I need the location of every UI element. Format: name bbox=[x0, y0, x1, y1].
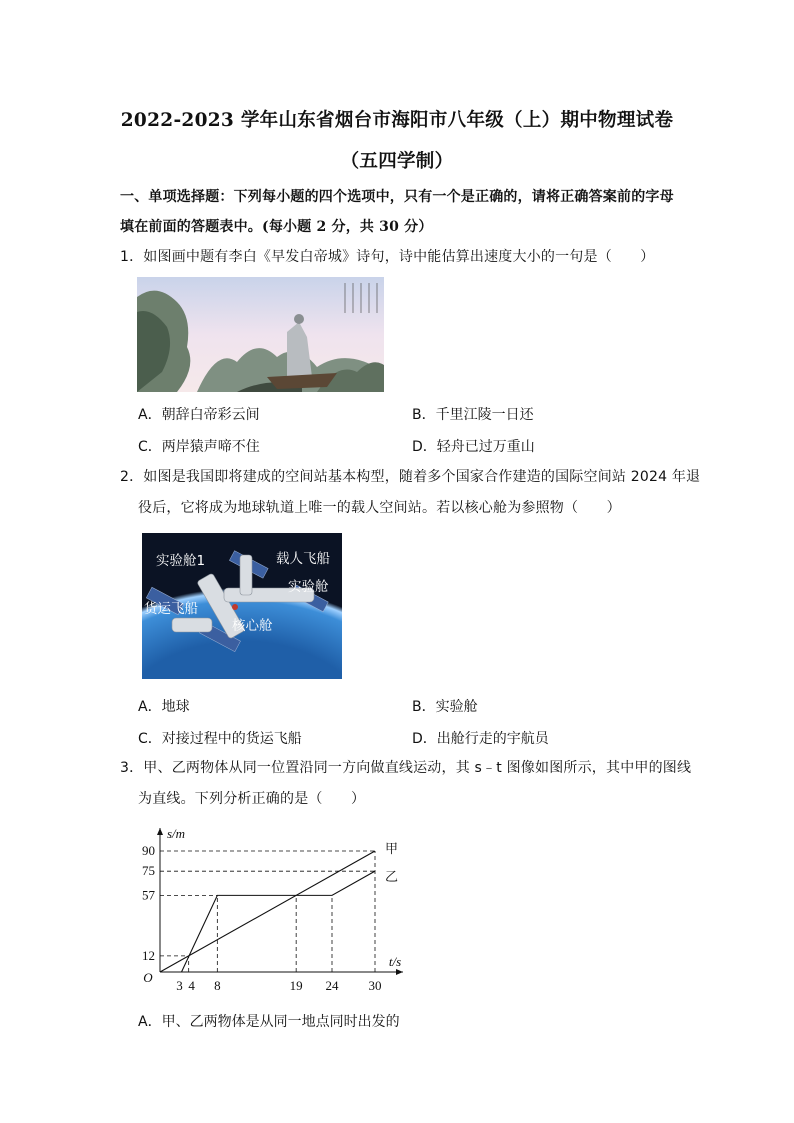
x-axis-label: t/s bbox=[388, 954, 402, 969]
page-subtitle: （五四学制） bbox=[340, 151, 454, 172]
space-station-figure bbox=[142, 533, 342, 679]
q1-option-c[interactable]: C．两岸猿声啼不住 bbox=[138, 439, 260, 455]
series-jia-line bbox=[160, 851, 375, 972]
section-heading: 一、单项选择题：下列每小题的四个选项中，只有一个是正确的，请将正确答案前的字母 bbox=[120, 189, 674, 205]
question-2-stem-cont: 役后，它将成为地球轨道上唯一的载人空间站。若以核心舱为参照物（ ） bbox=[138, 500, 621, 516]
x-tick-label: 3 bbox=[176, 978, 183, 993]
q1-option-d[interactable]: D．轻舟已过万重山 bbox=[412, 439, 535, 455]
x-tick-label: 8 bbox=[214, 978, 221, 993]
q3-option-a[interactable]: A．甲、乙两物体是从同一地点同时出发的 bbox=[138, 1014, 400, 1030]
space-station-image bbox=[142, 533, 342, 679]
x-axis-arrow bbox=[396, 969, 403, 975]
y-tick-label: 75 bbox=[142, 863, 155, 879]
question-1-stem: 1．如图画中题有李白《早发白帝城》诗句，诗中能估算出速度大小的一句是（ ） bbox=[120, 249, 655, 265]
q2-option-d[interactable]: D．出舱行走的宇航员 bbox=[412, 731, 549, 747]
origin-label: O bbox=[143, 970, 153, 985]
label-lab-module-1: 实验舱1 bbox=[156, 553, 206, 569]
y-tick-label: 57 bbox=[142, 887, 155, 903]
y-axis-label: s/m bbox=[166, 826, 186, 841]
question-3-stem-cont: 为直线。下列分析正确的是（ ） bbox=[138, 791, 366, 807]
page-title: 2022-2023 学年山东省烟台市海阳市八年级（上）期中物理试卷 bbox=[120, 110, 674, 131]
x-tick-label: 19 bbox=[289, 978, 303, 993]
label-cargo-ship: 货运飞船 bbox=[144, 601, 198, 617]
x-tick-label: 4 bbox=[188, 978, 195, 993]
series-jia-label: 甲 bbox=[385, 841, 399, 856]
series-yi-label: 乙 bbox=[385, 869, 399, 885]
question-3-stem: 3．甲、乙两物体从同一位置沿同一方向做直线运动，其 s﹣t 图像如图所示，其中甲的图线 bbox=[120, 760, 692, 776]
section-heading-cont: 填在前面的答题表中。(每小题 2 分，共 30 分） bbox=[120, 219, 433, 235]
question-2-stem: 2．如图是我国即将建成的空间站基本构型，随着多个国家合作建造的国际空间站 2024 年退 bbox=[120, 469, 701, 485]
q1-option-b[interactable]: B．千里江陵一日还 bbox=[412, 407, 534, 423]
q2-option-c[interactable]: C．对接过程中的货运飞船 bbox=[138, 731, 302, 747]
li-bai-painting bbox=[137, 277, 384, 392]
s-t-chart bbox=[130, 820, 410, 1000]
x-tick-label: 30 bbox=[368, 978, 382, 993]
q2-option-a[interactable]: A．地球 bbox=[138, 699, 190, 715]
q2-option-b[interactable]: B．实验舱 bbox=[412, 699, 478, 715]
label-crew-ship: 载人飞船 bbox=[276, 551, 330, 567]
label-core-module: 核心舱 bbox=[232, 618, 273, 634]
y-axis-arrow bbox=[157, 828, 163, 835]
label-lab-module: 实验舱 bbox=[288, 579, 329, 595]
painting-image bbox=[137, 277, 384, 392]
y-tick-label: 12 bbox=[142, 947, 155, 963]
y-tick-label: 90 bbox=[142, 843, 155, 858]
q1-option-a[interactable]: A．朝辞白帝彩云间 bbox=[138, 407, 260, 423]
x-tick-label: 24 bbox=[325, 978, 339, 993]
series-yi-line bbox=[182, 871, 376, 972]
